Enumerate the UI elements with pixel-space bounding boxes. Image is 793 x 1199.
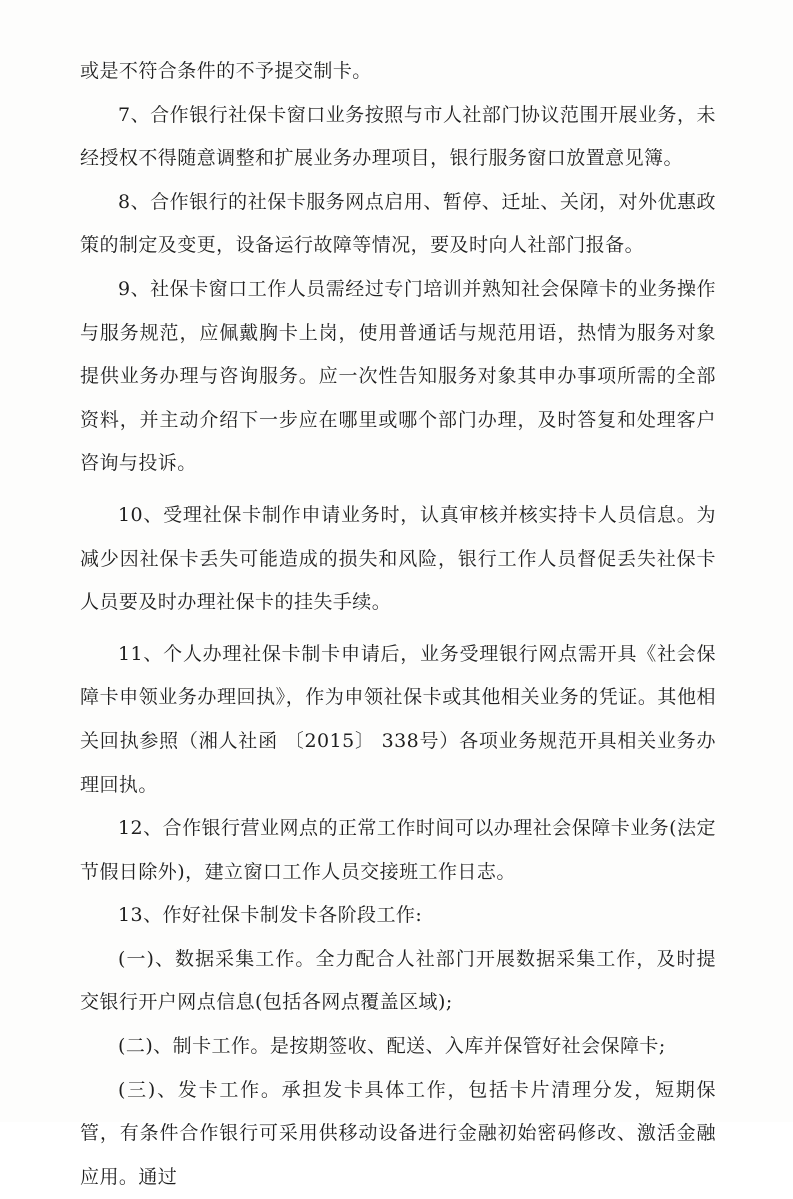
- paragraph-item-10: 10、受理社保卡制作申请业务时，认真审核并核实持卡人员信息。为减少因社保卡丢失可能造成的损失和风险，银行工作人员督促丢失社保卡人员要及时办理社保卡的挂失手续。: [80, 503, 716, 614]
- paragraph-item-13: 13、作好社保卡制发卡各阶段工作:: [118, 904, 423, 927]
- paragraph-item-12: 12、合作银行营业网点的正常工作时间可以办理社会保障卡业务(法定节假日除外)，建立窗口工作人员交接班工作日志。: [80, 817, 716, 883]
- paragraph-item-7: 7、合作银行社保卡窗口业务按照与市人社部门协议范围开展业务，未经授权不得随意调整和扩展业务办理项目，银行服务窗口放置意见簿。: [80, 103, 716, 170]
- paragraph-sub-item-1: (一)、数据采集工作。全力配合人社部门开展数据采集工作，及时提交银行开户网点信息(包括各网点覆盖区域);: [80, 947, 716, 1014]
- document-body: [80, 50, 716, 1199]
- paragraph-item-9: 9、社保卡窗口工作人员需经过专门培训并熟知社会保障卡的业务操作与服务规范，应佩戴胸卡上岗，使用普通话与规范用语，热情为服务对象提供业务办理与咨询服务。应一次性告知服务对象其申办事项所需的全部资料，并主动介绍下一步应在哪里或哪个部门办理，及时答复和处理客户咨询与投诉。: [80, 277, 716, 475]
- paragraph-item-11: 11、个人办理社保卡制卡申请后，业务受理银行网点需开具《社会保障卡申领业务办理回执》，作为申领社保卡或其他相关业务的凭证。其他相关回执参照（湘人社函 〔2015〕 338号）各项业务规范开具相关业务办理回执。: [80, 642, 716, 796]
- paragraph-item-8: 8、合作银行的社保卡服务网点启用、暂停、迁址、关闭，对外优惠政策的制定及变更，设备运行故障等情况，要及时向人社部门报备。: [80, 190, 716, 257]
- paragraph-sub-item-2: (二)、制卡工作。是按期签收、配送、入库并保管好社会保障卡;: [118, 1035, 666, 1058]
- paragraph-sub-item-3: (三)、发卡工作。承担发卡具体工作，包括卡片清理分发，短期保管，有条件合作银行可采用供移动设备进行金融初始密码修改、激活金融应用。通过: [80, 1078, 716, 1188]
- paragraph-continuation: 或是不符合条件的不予提交制卡。: [80, 60, 372, 82]
